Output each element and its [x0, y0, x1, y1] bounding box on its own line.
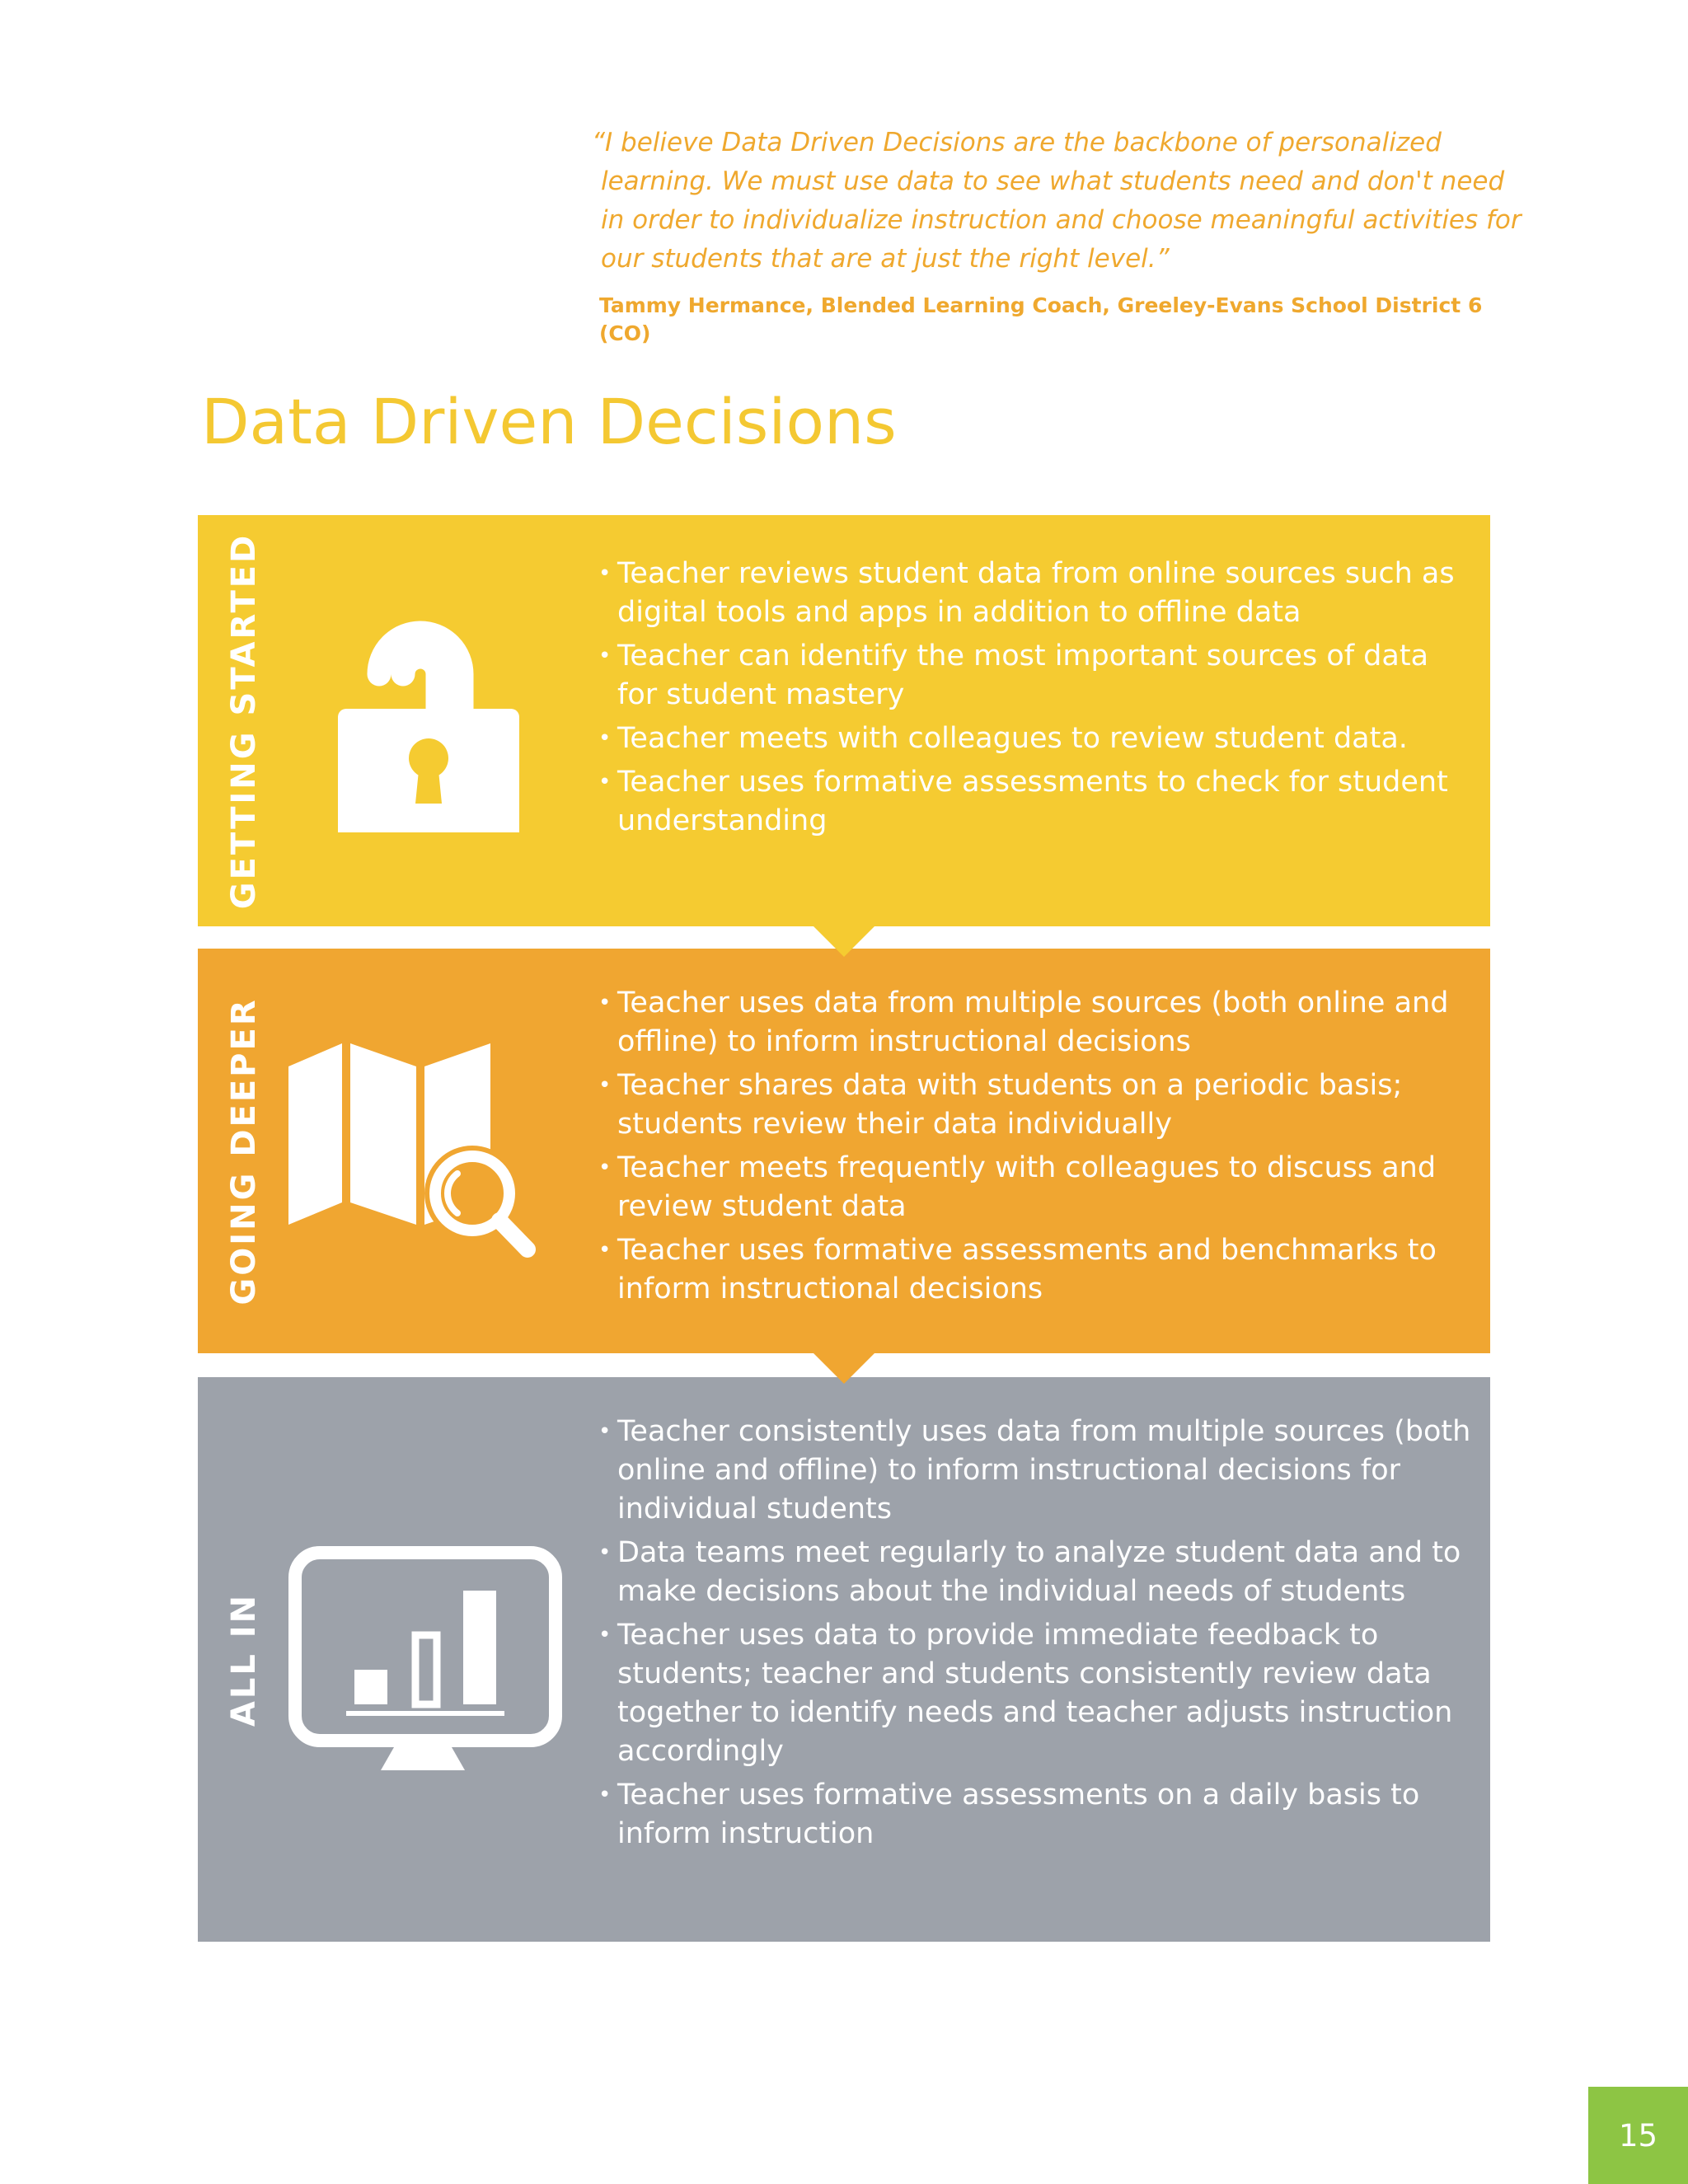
list-item: • Teacher shares data with students on a periodic basis; students review their data individually	[598, 1066, 1472, 1144]
level-label-text: GETTING STARTED	[225, 532, 263, 909]
list-item: • Data teams meet regularly to analyze student data and to make decisions about the individual needs of students	[598, 1534, 1472, 1611]
list-item: • Teacher can identify the most important sources of data for student mastery	[598, 637, 1472, 715]
unlocked-padlock-icon	[338, 585, 519, 832]
list-item: • Teacher uses formative assessments and benchmarks to inform instructional decisions	[598, 1231, 1472, 1309]
bullet-list-going-deeper	[598, 984, 1472, 1314]
level-panel-getting-started	[198, 515, 1490, 926]
list-item: • Teacher consistently uses data from multiple sources (both online and offline) to inform instructional decisions for individual students	[598, 1413, 1472, 1529]
list-item: • Teacher uses data to provide immediate feedback to students; teacher and students consistently review data together to identify needs and teacher adjusts instruction accordingly	[598, 1616, 1472, 1771]
pull-quote	[592, 124, 1523, 348]
quote-text: “I believe Data Driven Decisions are the backbone of personalized learning. We must use data to see what students need and don't need in order to individualize instruction and choose meaningful activities for our students that are at just the right level.”	[592, 128, 1522, 274]
panel-pointer-arrow	[812, 1352, 876, 1384]
monitor-bar-chart-icon	[288, 1546, 569, 1793]
list-item: • Teacher reviews student data from online sources such as digital tools and apps in addition to offline data	[598, 555, 1472, 632]
page-title: Data Driven Decisions	[201, 385, 897, 458]
list-item: • Teacher uses formative assessments to check for student understanding	[598, 763, 1472, 841]
panel-pointer-arrow	[812, 925, 876, 957]
level-panel-all-in	[198, 1377, 1490, 1942]
page-number: 15	[1618, 2117, 1658, 2154]
quote-attribution: Tammy Hermance, Blended Learning Coach, Greeley-Evans School District 6 (CO)	[599, 293, 1483, 345]
level-label-text: ALL IN	[225, 1592, 263, 1727]
bullet-list-all-in	[598, 1413, 1472, 1858]
list-item: • Teacher meets frequently with colleagues to discuss and review student data	[598, 1149, 1472, 1226]
list-item: • Teacher uses data from multiple sources (both online and offline) to inform instructional decisions	[598, 984, 1472, 1062]
bullet-list-getting-started	[598, 555, 1472, 846]
level-label-text: GOING DEEPER	[225, 996, 263, 1305]
page-number-badge	[1588, 2087, 1688, 2184]
level-panel-going-deeper	[198, 949, 1490, 1353]
list-item: • Teacher uses formative assessments on a daily basis to inform instruction	[598, 1776, 1472, 1854]
map-magnifier-icon	[288, 1043, 536, 1262]
list-item: • Teacher meets with colleagues to review student data.	[598, 719, 1472, 758]
